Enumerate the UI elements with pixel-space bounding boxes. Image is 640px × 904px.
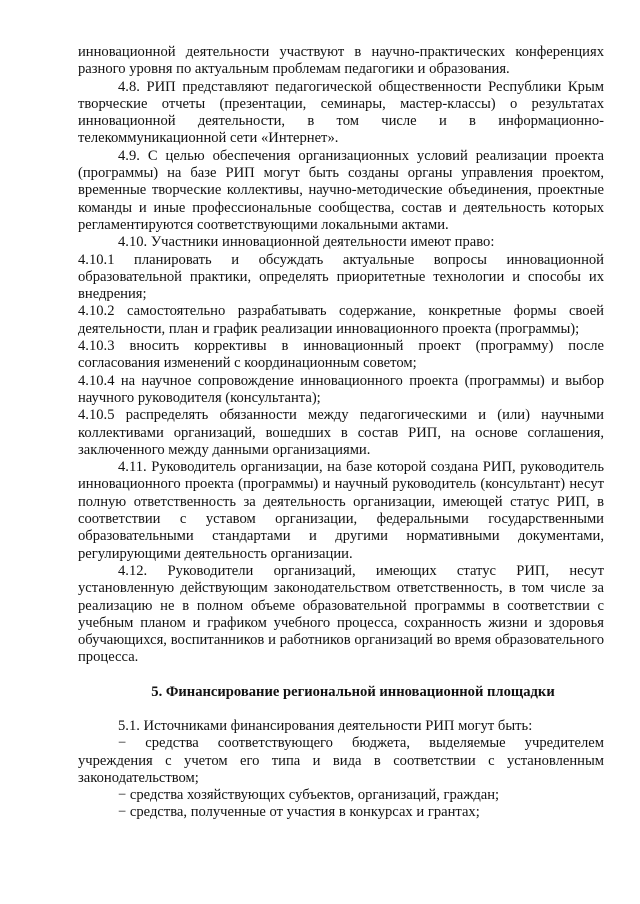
list-item-business: − средства хозяйствующих субъектов, организаций, граждан; bbox=[118, 787, 500, 804]
paragraph-4-11: 4.11. Руководитель организации, на базе которой создана РИП, руководитель инновационного проекта (программы) и научный руководитель (консультант) несут полную ответственность за деятельность организации, имеющей статус РИП, в соответствии с уставом организации, федеральными государственными образовательными стандартами и другими нормативными документами, регулирующими деятельность организации. bbox=[78, 459, 604, 562]
paragraph-4-10-5: 4.10.5 распределять обязанности между педагогическими и (или) научными коллективами организаций, вошедших в состав РИП, на основе соглашения, заключенного между данными организациями. bbox=[78, 407, 604, 458]
list-item-grants: − средства, полученные от участия в конкурсах и грантах; bbox=[118, 804, 480, 821]
paragraph-4-10: 4.10. Участники инновационной деятельности имеют право: bbox=[118, 234, 495, 251]
paragraph-4-12: 4.12. Руководители организаций, имеющих статус РИП, несут установленную действующим законодательством ответственность, в том числе за реализацию не в полном объеме образовательной программы в соответствии с учебным планом и графиком учебного процесса, сохранность жизни и здоровья обучающихся, воспитанников и работников организаций во время образовательного процесса. bbox=[78, 562, 604, 666]
paragraph-4-10-3: 4.10.3 вносить коррективы в инновационный проект (программу) после согласования изменений с координационным советом; bbox=[78, 338, 604, 372]
paragraph-4-8: 4.8. РИП представляют педагогической общественности Республики Крым творческие отчеты (презентации, семинары, мастер-классы) о результатах инновационной деятельности, в том числе и в информационно-телекоммуникационной сети «Интернет». bbox=[78, 78, 604, 147]
paragraph-4-10-4: 4.10.4 на научное сопровождение инновационного проекта (программы) и выбор научного руководителя (консультанта); bbox=[78, 372, 604, 406]
paragraph-4-10-1: 4.10.1 планировать и обсуждать актуальные вопросы инновационной образовательной практики, определять приоритетные технологии и способы их внедрения; bbox=[78, 251, 604, 303]
paragraph-continuation: инновационной деятельности участвуют в научно-практических конференциях разного уровня по актуальным проблемам педагогики и образования. bbox=[78, 44, 604, 78]
paragraph-5-1: 5.1. Источниками финансирования деятельности РИП могут быть: bbox=[118, 717, 533, 734]
list-item-budget: − средства соответствующего бюджета, выделяемые учредителем учреждения с учетом его типа и вида в соответствии с установленным законодательством; bbox=[78, 735, 604, 786]
paragraph-4-9: 4.9. С целью обеспечения организационных условий реализации проекта (программы) на базе РИП могут быть созданы органы управления проектом, временные творческие коллективы, научно-методические объединения, проектные команды и иные профессиональные сообщества, состав и деятельность которых регламентируются соответствующими локальными актами. bbox=[78, 147, 604, 233]
section-5-heading: 5. Финансирование региональной инновационной площадки bbox=[151, 683, 555, 700]
paragraph-4-10-2: 4.10.2 самостоятельно разрабатывать содержание, конкретные формы своей деятельности, план и график реализации инновационного проекта (программы); bbox=[78, 303, 604, 337]
